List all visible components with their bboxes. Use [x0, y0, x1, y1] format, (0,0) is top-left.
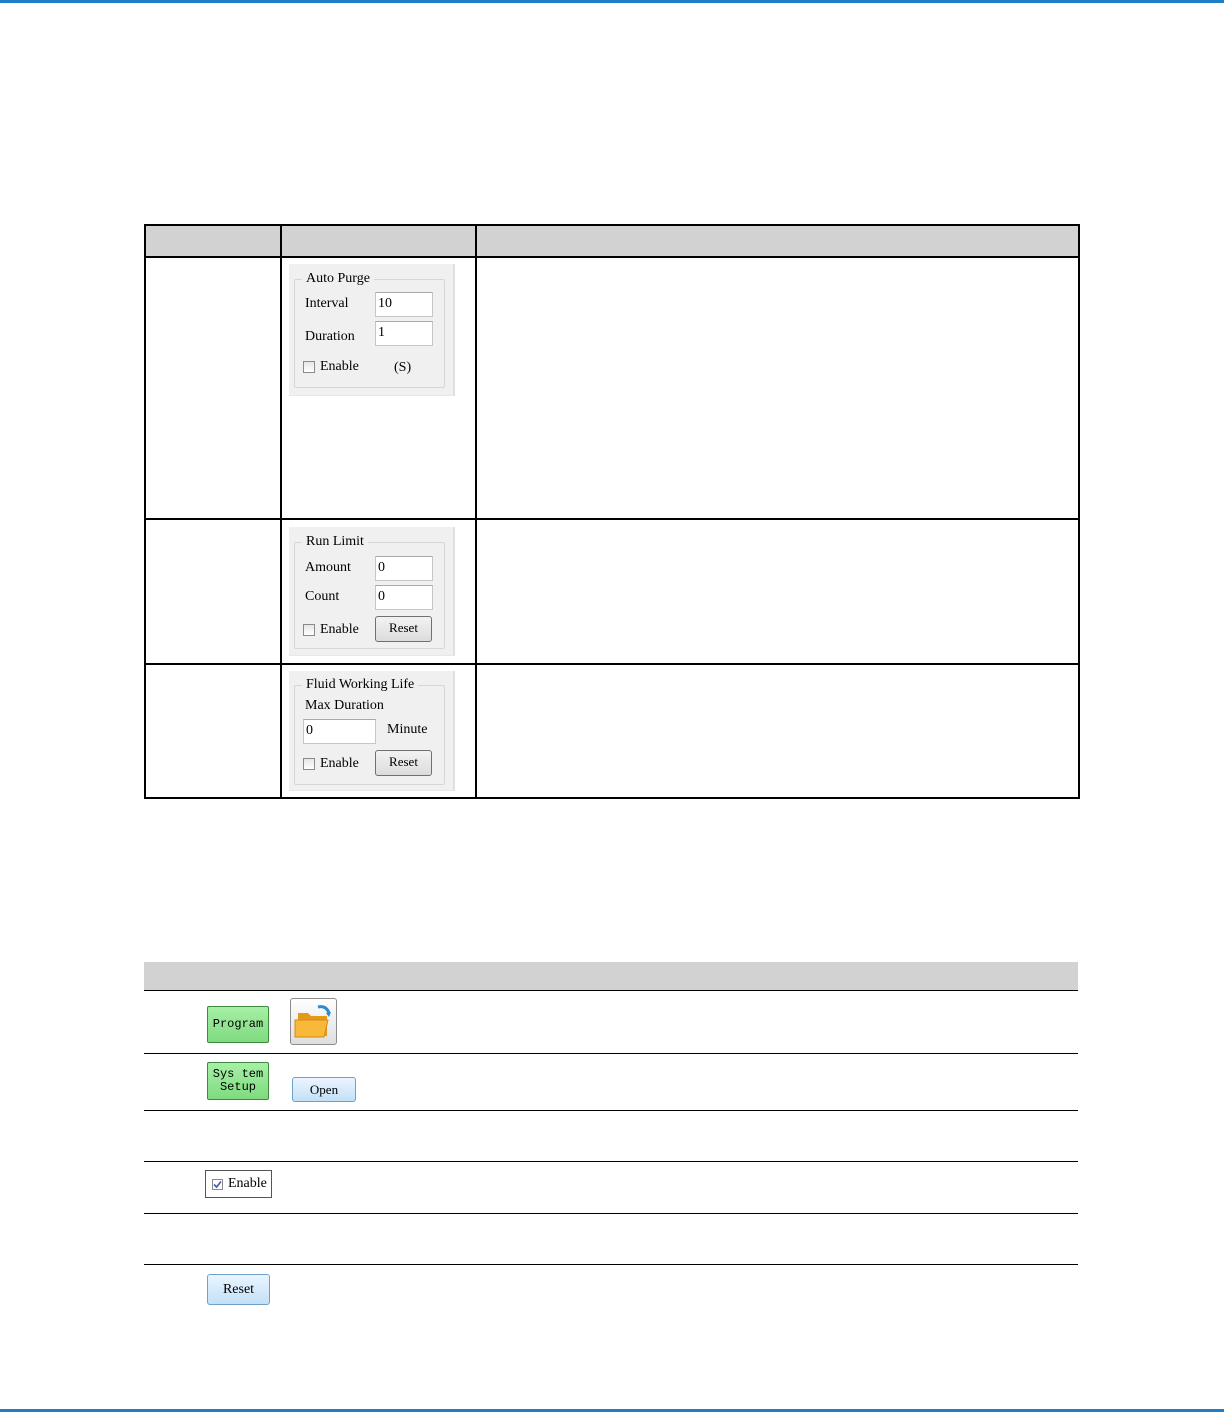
fluid-working-life-title: Fluid Working Life [302, 676, 418, 694]
count-input[interactable]: 0 [375, 585, 433, 610]
auto-purge-title: Auto Purge [302, 270, 374, 288]
row-divider [144, 990, 1078, 991]
fluid-life-enable-label: Enable [320, 756, 359, 771]
reset-button[interactable]: Reset [207, 1274, 270, 1305]
system-setup-button[interactable]: Sys tem Setup [207, 1062, 269, 1100]
row-divider [144, 1110, 1078, 1111]
row-divider [144, 1264, 1078, 1265]
open-button[interactable]: Open [292, 1077, 356, 1102]
column-divider [475, 226, 477, 797]
fluid-life-reset-button[interactable]: Reset [375, 750, 432, 776]
max-duration-label: Max Duration [305, 698, 384, 713]
row-divider [144, 1053, 1078, 1054]
max-duration-input[interactable]: 0 [303, 719, 376, 744]
checkmark-icon [212, 1179, 223, 1190]
fluid-life-enable-checkbox[interactable] [303, 758, 315, 770]
column-divider [280, 226, 282, 797]
enable-checkbox-sample[interactable] [205, 1170, 272, 1198]
run-limit-panel [289, 527, 455, 656]
seconds-unit: (S) [394, 360, 412, 375]
run-limit-enable-label: Enable [320, 622, 359, 637]
bottom-rule [0, 1409, 1224, 1412]
run-limit-enable-checkbox[interactable] [303, 624, 315, 636]
auto-purge-panel [289, 264, 455, 396]
interval-label: Interval [305, 296, 349, 311]
program-button[interactable]: Program [207, 1006, 269, 1043]
interval-input[interactable]: 10 [375, 292, 433, 317]
duration-input[interactable]: 1 [375, 321, 433, 346]
amount-input[interactable]: 0 [375, 556, 433, 581]
row-divider [144, 1213, 1078, 1214]
fluid-working-life-panel [289, 671, 455, 791]
row-divider [146, 518, 1078, 520]
settings-table [144, 224, 1080, 799]
auto-purge-enable-checkbox[interactable] [303, 361, 315, 373]
checked-checkbox[interactable] [212, 1179, 223, 1190]
steps-table-header [144, 962, 1078, 990]
duration-label: Duration [305, 329, 355, 344]
auto-purge-enable-label: Enable [320, 359, 359, 374]
settings-table-header [146, 226, 1078, 258]
run-limit-title: Run Limit [302, 533, 368, 551]
minute-unit: Minute [387, 722, 428, 737]
amount-label: Amount [305, 560, 351, 575]
row-divider [144, 1161, 1078, 1162]
enable-sample-label: Enable [228, 1176, 267, 1191]
run-limit-reset-button[interactable]: Reset [375, 616, 432, 642]
open-folder-button[interactable] [290, 998, 337, 1045]
top-rule [0, 0, 1224, 3]
count-label: Count [305, 589, 340, 604]
open-folder-icon [291, 999, 336, 1044]
row-divider [146, 663, 1078, 665]
